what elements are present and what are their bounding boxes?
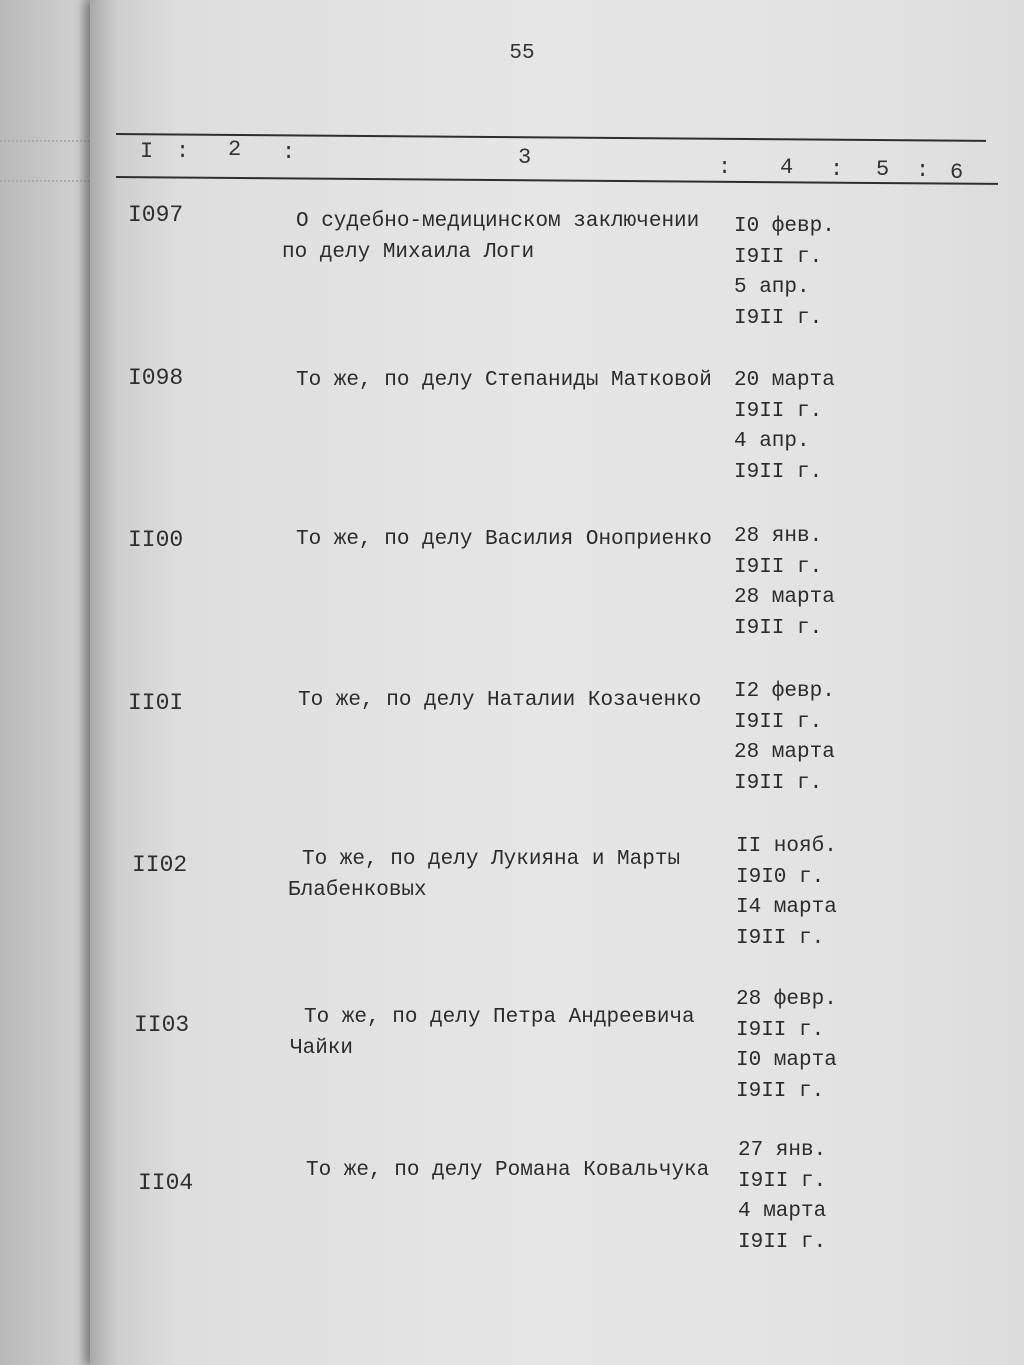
- entry-title: [290, 1002, 695, 1064]
- entry-title-line: Чайки: [290, 1037, 354, 1060]
- date-line: I4 марта: [736, 896, 837, 919]
- entry-dates: [736, 832, 837, 954]
- entry-title-line: То же, по делу Петра Андреевича: [304, 1006, 695, 1029]
- date-line: 4 марта: [738, 1200, 827, 1223]
- date-line: I9II г.: [736, 926, 825, 950]
- date-line: 20 марта: [734, 369, 835, 392]
- date-line: I9II г.: [734, 306, 823, 330]
- date-line: I9II г.: [734, 555, 823, 579]
- entry-dates: [734, 366, 835, 488]
- date-line: 28 марта: [734, 586, 835, 609]
- date-line: 4 апр.: [734, 430, 810, 453]
- date-line: I9II г.: [734, 771, 823, 795]
- entry-dates: [734, 522, 835, 644]
- column-header-separator: :: [916, 158, 930, 183]
- column-header-separator: :: [176, 139, 190, 164]
- date-line: I9II г.: [736, 1018, 825, 1042]
- entry-number: II03: [134, 1012, 190, 1038]
- column-header-1: I: [140, 139, 154, 164]
- entry-dates: [734, 677, 835, 799]
- entry-title: [296, 365, 712, 396]
- entry-title: [306, 1155, 709, 1186]
- date-line: I9II г.: [734, 710, 823, 734]
- column-header-separator: :: [718, 155, 732, 180]
- header-rule-bottom: [116, 176, 998, 185]
- entry-number: I097: [128, 202, 184, 228]
- entry-title-line: Блабенковых: [288, 879, 427, 902]
- date-line: 28 марта: [734, 741, 835, 764]
- entry-number: I098: [128, 365, 184, 391]
- entry-title: [288, 844, 680, 906]
- header-rule-top: [116, 133, 986, 142]
- page-number: 55: [509, 42, 535, 65]
- entry-number: II0I: [128, 690, 184, 716]
- entry-title-line: То же, по делу Лукияна и Марты: [302, 848, 681, 871]
- column-header-2: 2: [228, 137, 242, 162]
- entry-number: II02: [132, 852, 188, 878]
- entry-title: [296, 524, 712, 555]
- entry-title-line: То же, по делу Романа Ковальчука: [306, 1159, 710, 1182]
- date-line: I9II г.: [738, 1169, 827, 1193]
- date-line: 27 янв.: [738, 1139, 827, 1162]
- underlying-rule: [0, 180, 90, 183]
- entry-title-line: То же, по делу Василия Оноприенко: [296, 528, 712, 551]
- entry-title-line: О судебно-медицинском заключении: [296, 210, 700, 233]
- entry-dates: [734, 212, 835, 334]
- column-header-5: 5: [876, 157, 890, 182]
- date-line: I0 марта: [736, 1049, 837, 1072]
- date-line: I9II г.: [736, 1079, 825, 1103]
- date-line: I9II г.: [734, 399, 823, 423]
- date-line: I9I0 г.: [736, 865, 825, 889]
- date-line: I9II г.: [734, 245, 823, 269]
- date-line: 28 февр.: [736, 988, 837, 1011]
- date-line: I9II г.: [738, 1230, 827, 1254]
- column-header-separator: :: [830, 157, 844, 182]
- entry-title-line: по делу Михаила Логи: [282, 241, 535, 264]
- entry-title: [298, 685, 701, 716]
- column-header-separator: :: [282, 140, 296, 165]
- entry-number: II00: [128, 527, 184, 553]
- entry-number: II04: [138, 1170, 194, 1196]
- date-line: I9II г.: [734, 460, 823, 484]
- column-header-6: 6: [950, 160, 964, 185]
- column-header-4: 4: [780, 155, 794, 180]
- entry-title-line: То же, по делу Наталии Козаченко: [298, 689, 702, 712]
- date-line: II нояб.: [736, 835, 837, 858]
- date-line: I2 февр.: [734, 680, 835, 703]
- column-header-3: 3: [518, 145, 532, 170]
- underlying-rule: [0, 140, 90, 143]
- entry-title: [282, 206, 699, 268]
- date-line: 28 янв.: [734, 525, 823, 548]
- entry-dates: [736, 985, 837, 1107]
- document-page: [90, 0, 1024, 1365]
- date-line: I9II г.: [734, 616, 823, 640]
- date-line: I0 февр.: [734, 215, 835, 238]
- entry-title-line: То же, по делу Степаниды Матковой: [296, 369, 712, 392]
- entry-dates: [738, 1136, 826, 1258]
- date-line: 5 апр.: [734, 276, 810, 299]
